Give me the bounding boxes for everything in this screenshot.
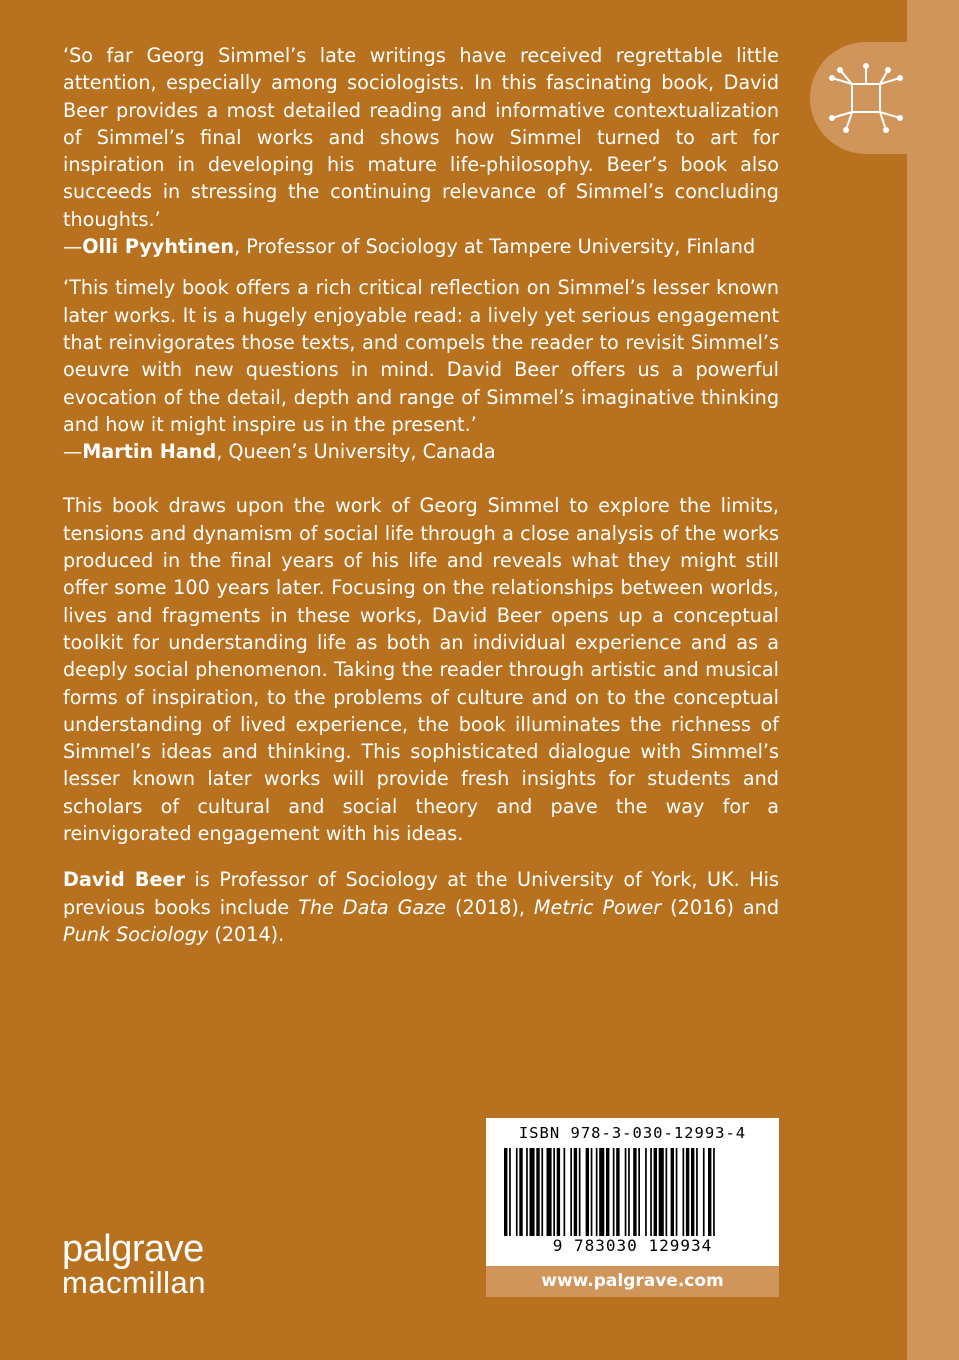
quote-2-dash: — <box>63 440 83 464</box>
barcode-bar <box>628 1148 630 1236</box>
barcode-bar <box>606 1148 609 1236</box>
barcode-bar <box>633 1148 636 1236</box>
logo-tab <box>810 42 907 154</box>
quote-2-author: Martin Hand <box>82 440 217 464</box>
book-description: This book draws upon the work of Georg Simmel to explore the limits, tensions and dynamism of social life through a close analysis of the works produced in the final years of his life and reveals what they might still offer some 100 years later. Focusing on the relationships between worlds, lives and fragments in these works, David Beer opens up a conceptual toolkit for understanding life as both an individual experience and as a deeply social phenomenon. Taking the reader through artistic and musical forms of inspiration, to the problems of culture and on to the conceptual understanding of lived experience, the book illuminates the richness of Simmel’s ideas and thinking. This sophisticated dialogue with Simmel’s lesser known later works will provide fresh insights for students and scholars of cultural and social theory and pave the way for a reinvigorated engagement with his ideas. <box>63 494 779 846</box>
barcode-bar <box>654 1148 657 1236</box>
barcode-bar <box>570 1148 572 1236</box>
quote-2-attribution <box>63 438 779 465</box>
barcode-bar <box>713 1148 715 1236</box>
bio-author-name: David Beer <box>63 868 185 892</box>
barcode-bar <box>638 1148 640 1236</box>
quote-1-dash: — <box>63 235 83 259</box>
barcode-bar <box>574 1148 577 1236</box>
barcode-bar <box>541 1148 543 1236</box>
back-cover-text <box>63 42 779 948</box>
barcode-bar <box>703 1148 705 1236</box>
brand-line-2: macmillan <box>62 1265 207 1300</box>
quote-1: ‘So far Georg Simmel’s late writings have received regrettable little attention, especially among sociologists. In this fascinating book, David Beer provides a most detailed reading and informative contextualization of Simmel’s final works and shows how Simmel turned to art for inspiration in developing his mature life-philosophy. Beer’s book also succeeds in stressing the continuing relevance of Simmel’s concluding thoughts.’ <box>63 44 779 231</box>
barcode-bar <box>613 1148 615 1236</box>
isbn-digits: 9 783030 129934 <box>552 1236 713 1255</box>
barcode-bar <box>696 1148 698 1236</box>
barcode-bar <box>530 1148 535 1236</box>
barcode-bar <box>557 1148 560 1236</box>
barcode-bar <box>547 1148 552 1236</box>
brand-line-1: palgrave <box>62 1228 204 1270</box>
bio-text: (2018), <box>446 895 534 919</box>
quote-2: ‘This timely book offers a rich critical reflection on Simmel’s lesser known later works. It is a hugely enjoyable read: a lively yet serious engagement that reinvigorates those texts, and compels the reader to revisit Simmel’s oeuvre with new questions in mind. David Beer offers us a powerful evocation of the detail, depth and range of Simmel’s imaginative thinking and how it might inspire us in the present.’ <box>63 276 779 436</box>
barcode-bar <box>591 1148 593 1236</box>
barcode-bar <box>645 1148 647 1236</box>
barcode-bar <box>579 1148 581 1236</box>
barcode-bar <box>666 1148 668 1236</box>
barcode-bar <box>708 1148 711 1236</box>
barcode-bar <box>519 1148 522 1236</box>
barcode-bar <box>616 1148 619 1236</box>
barcode-bar <box>599 1148 604 1236</box>
barcode-bar <box>676 1148 678 1236</box>
bio-book-1: The Data Gaze <box>298 895 447 919</box>
barcode-bar <box>586 1148 589 1236</box>
quote-2-affiliation: , Queen’s University, Canada <box>216 440 496 464</box>
barcode-bar <box>686 1148 689 1236</box>
barcode-bar <box>516 1148 518 1236</box>
barcode-bar <box>650 1148 652 1236</box>
bio-text: is Professor of Sociology at the University of York, UK. His previous books include <box>63 868 779 919</box>
quote-1-affiliation: , Professor of Sociology at Tampere University, Finland <box>234 235 756 259</box>
isbn-label: ISBN 978-3-030-12993-4 <box>518 1124 747 1142</box>
bio-text: (2016) and <box>661 895 780 919</box>
quote-1-author: Olli Pyyhtinen <box>82 235 235 259</box>
palgrave-macmillan-logo <box>62 1228 207 1300</box>
barcode-bar <box>509 1148 511 1236</box>
barcode-bar <box>691 1148 694 1236</box>
barcode-bar <box>683 1148 685 1236</box>
barcode-bar <box>536 1148 539 1236</box>
barcode-bar <box>526 1148 528 1236</box>
bio-text: (2014). <box>208 922 285 946</box>
quote-1-attribution <box>63 233 779 260</box>
barcode-bar <box>564 1148 566 1236</box>
barcode-bar <box>553 1148 555 1236</box>
barcode-bar <box>625 1148 627 1236</box>
barcode <box>504 1148 761 1236</box>
publisher-url: www.palgrave.com <box>486 1266 779 1297</box>
bio-book-3: Punk Sociology <box>63 922 209 946</box>
barcode-bar <box>504 1148 507 1236</box>
author-bio <box>63 866 779 948</box>
palgrave-network-logo-icon <box>824 56 908 140</box>
barcode-bar <box>671 1148 674 1236</box>
barcode-bar <box>659 1148 664 1236</box>
barcode-box <box>486 1118 779 1266</box>
bio-book-2: Metric Power <box>533 895 662 919</box>
spine-strip <box>907 0 959 1360</box>
barcode-bar <box>596 1148 598 1236</box>
